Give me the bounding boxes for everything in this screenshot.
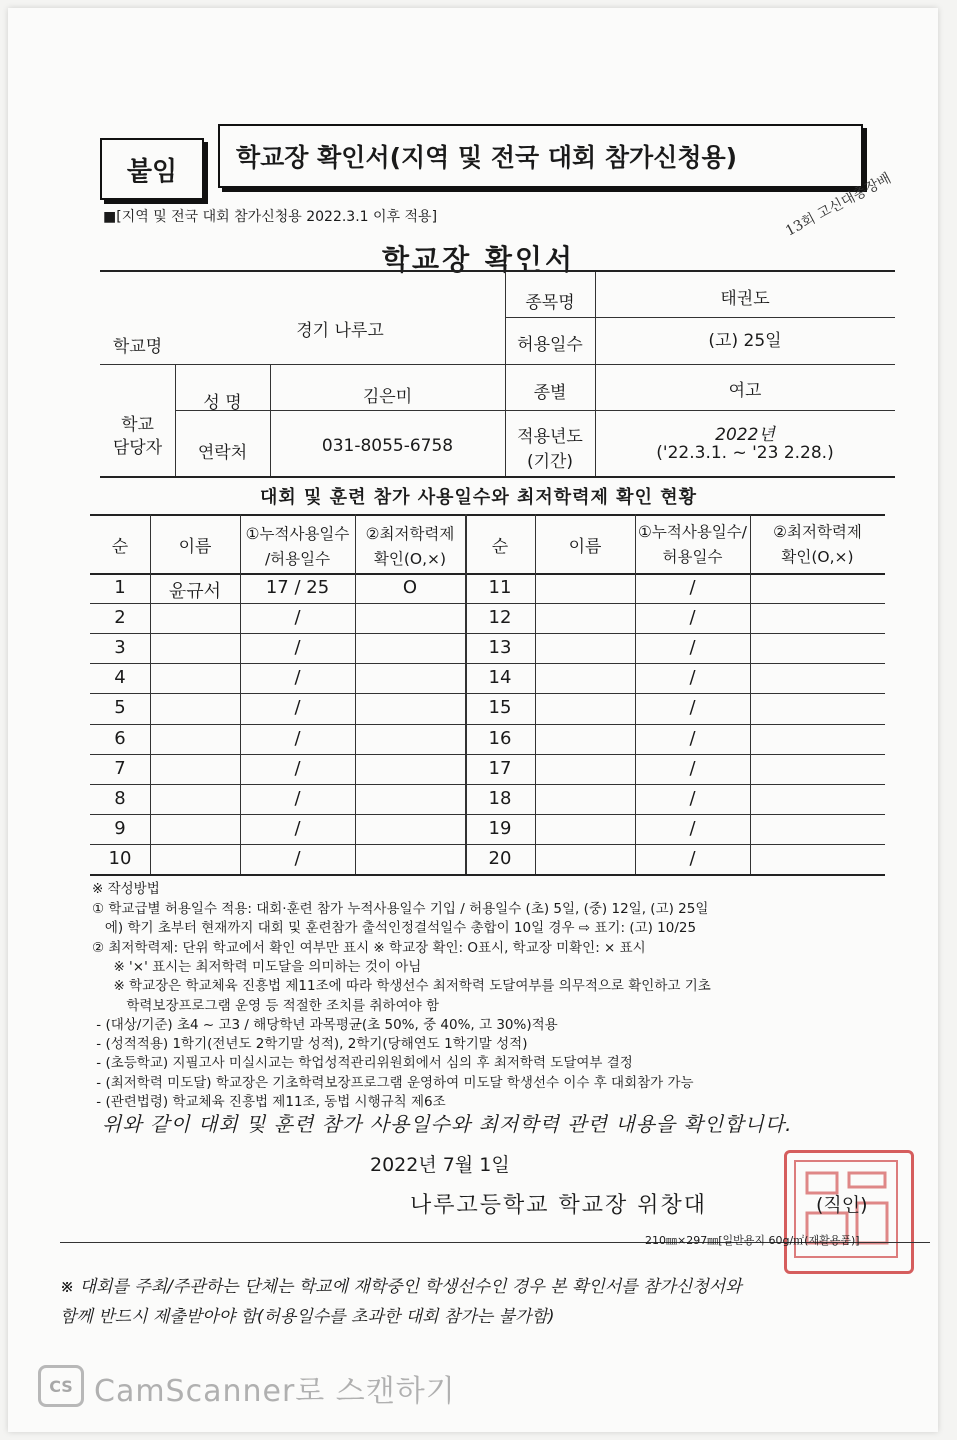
col-header-days-left-1: ①누적사용일수 <box>245 525 350 543</box>
col-header-no-left: 순 <box>111 537 129 557</box>
year-value-1: 2022년 <box>715 425 775 445</box>
row-days-left: / <box>294 787 301 809</box>
col-header-days-left-2: /허용일수 <box>264 550 331 568</box>
event-value: 태권도 <box>720 289 770 309</box>
row-number-right: 17 <box>488 757 512 779</box>
footnote-line-2: 함께 반드시 제출받아야 함(허용일수를 초과한 대회 참가는 불가함) <box>60 1307 555 1327</box>
instruction-line: - (대상/기준) 초4 ~ 고3 / 해당학년 과목평균(초 50%, 중 40%, 고 30%)적용 <box>92 1016 558 1033</box>
row-number-left: 1 <box>114 577 126 598</box>
seal-label: (직인) <box>816 1194 868 1216</box>
row-days-right: / <box>689 697 696 719</box>
footnote-line-1: ※ 대회를 주최/주관하는 단체는 학교에 재학중인 학생선수인 경우 본 확인서를 참가신청서와 <box>60 1277 742 1297</box>
row-number-right: 19 <box>488 817 512 839</box>
row-number-left: 7 <box>114 757 126 779</box>
instruction-line: ② 최저학력제: 단위 학교에서 확인 여부만 표시 ※ 학교장 확인: O표시, 학교장 미확인: × 표시 <box>92 939 646 956</box>
main-title: 학교장 확인서 <box>381 243 576 276</box>
camscanner-logo-icon: CS <box>38 1365 84 1407</box>
instruction-line: - (성적적용) 1학기(전년도 2학기말 성적), 2학기(당해연도 1학기말 성적) <box>92 1036 528 1053</box>
instruction-line: - (최저학력 미도달) 학교장은 기초학력보장프로그램 운영하여 미도달 학생선수 이수 후 대회참가 가능 <box>92 1074 694 1091</box>
instruction-line: - (초등학교) 지필고사 미실시교는 학업성적관리위원회에서 심의 후 최저학력 도달여부 결정 <box>92 1055 633 1072</box>
row-number-left: 3 <box>114 637 126 659</box>
col-header-days-right-2: 허용일수 <box>662 548 723 566</box>
row-number-left: 8 <box>114 787 126 809</box>
gender-value: 여고 <box>728 381 762 401</box>
event-label: 종목명 <box>525 293 575 313</box>
col-header-academic-right-1: ②최저학력제 <box>773 523 862 541</box>
row-number-left: 4 <box>114 667 126 689</box>
col-header-name-left: 이름 <box>178 537 212 557</box>
manager-label-1: 학교 <box>121 415 154 435</box>
row-name-left: 윤규서 <box>168 581 222 602</box>
row-number-left: 5 <box>114 697 126 719</box>
instruction-line: 에) 학기 초부터 현재까지 대회 및 훈련참가 출석인정결석일수 총합이 10일 경우 ⇨ 표기: (고) 10/25 <box>92 920 697 937</box>
document-title-box: 학교장 확인서(지역 및 전국 대회 참가신청용) <box>218 124 863 188</box>
instruction-line: ① 학교급별 허용일수 적용: 대회·훈련 참가 누적사용일수 기입 / 허용일수 (초) 5일, (중) 12일, (고) 25일 <box>92 901 709 917</box>
usage-table-top-border <box>90 514 885 516</box>
row-divider <box>90 663 885 664</box>
contact-value: 031-8055-6758 <box>321 436 454 456</box>
row-divider <box>90 844 885 845</box>
row-days-right: / <box>689 787 696 809</box>
col-header-days-right-1: ①누적사용일수/ <box>638 523 747 541</box>
row-days-left: / <box>294 817 301 839</box>
paper-spec: 210㎜×297㎜[일반용지 60g/㎡(재활용품)] <box>645 1234 860 1247</box>
row-days-right: / <box>689 727 696 749</box>
row-days-left: / <box>294 697 301 719</box>
row-check-left: O <box>402 577 418 598</box>
principal-signature-line: 나루고등학교 학교장 위창대 <box>410 1193 708 1218</box>
instructions-heading: ※ 작성방법 <box>92 881 160 897</box>
year-label-2: (기간) <box>526 452 574 472</box>
row-divider <box>90 724 885 725</box>
instruction-line: ※ 학교장은 학교체육 진흥법 제11조에 따라 학생선수 최저학력 도달여부를 의무적으로 확인하고 기초 <box>92 978 711 995</box>
col-header-name-right: 이름 <box>568 537 602 557</box>
row-days-left: / <box>294 637 301 659</box>
row-days-left: / <box>294 607 301 629</box>
row-days-right: / <box>689 667 696 689</box>
name-value: 김은미 <box>362 387 413 407</box>
info-bottom-border <box>100 476 895 478</box>
row-number-right: 16 <box>488 727 512 749</box>
row-number-right: 15 <box>488 697 512 719</box>
row-number-left: 10 <box>108 847 132 869</box>
col-header-no-right: 순 <box>491 537 509 557</box>
row-divider <box>90 814 885 815</box>
handwritten-note: 13회 고신대총장배 <box>783 170 894 240</box>
col-header-academic-right-2: 확인(O,×) <box>781 548 854 566</box>
footnote <box>60 1272 742 1332</box>
gender-label: 종별 <box>533 383 567 403</box>
instruction-line: 학력보장프로그램 운영 등 적절한 조치를 취하여야 함 <box>92 997 439 1014</box>
row-divider <box>90 754 885 755</box>
row-days-left: / <box>294 727 301 749</box>
row-number-right: 12 <box>488 607 512 629</box>
row-days-left: / <box>294 757 301 779</box>
year-label-1: 적용년도 <box>517 427 583 447</box>
row-number-right: 13 <box>488 637 512 659</box>
row-days-right: / <box>689 847 696 869</box>
row-number-right: 11 <box>488 577 512 598</box>
row-number-right: 18 <box>488 787 512 809</box>
document-date: 2022년 7월 1일 <box>370 1154 510 1176</box>
col-header-academic-left-2: 확인(O,×) <box>373 550 447 568</box>
row-number-left: 2 <box>114 607 126 629</box>
applicability-note: ■[지역 및 전국 대회 참가신청용 2022.3.1 이후 적용] <box>103 209 438 225</box>
row-days-right: / <box>689 577 696 598</box>
attachment-tag: 붙임 <box>100 138 204 200</box>
row-divider <box>90 633 885 634</box>
row-days-left: 17 / 25 <box>265 577 330 598</box>
manager-label-2: 담당자 <box>112 438 163 458</box>
instruction-line: ※ '×' 표시는 최저학력 미도달을 의미하는 것이 아님 <box>92 958 422 975</box>
instruction-line: - (관련법령) 학교체육 진흥법 제11조, 동법 시행규칙 제6조 <box>92 1094 446 1110</box>
allowed-days-value: (고) 25일 <box>708 331 782 351</box>
row-number-left: 6 <box>114 727 126 749</box>
row-number-right: 14 <box>488 667 512 689</box>
name-label: 성 명 <box>203 393 242 413</box>
row-divider <box>90 603 885 604</box>
usage-table-bottom-border <box>90 874 885 876</box>
row-days-right: / <box>689 757 696 779</box>
confirmation-statement: 위와 같이 대회 및 훈련 참가 사용일수와 최저학력 관련 내용을 확인합니다. <box>102 1112 793 1136</box>
school-value: 경기 나루고 <box>296 321 384 341</box>
row-number-right: 20 <box>488 847 512 869</box>
row-divider <box>90 693 885 694</box>
row-number-left: 9 <box>114 817 126 839</box>
row-days-left: / <box>294 847 301 869</box>
info-top-border <box>100 270 895 272</box>
col-header-academic-left-1: ②최저학력제 <box>365 525 455 543</box>
school-label: 학교명 <box>112 337 163 357</box>
year-value-2: ('22.3.1. ~ '23 2.28.) <box>656 443 834 463</box>
row-divider <box>90 784 885 785</box>
contact-label: 연락처 <box>197 443 248 463</box>
section-title: 대회 및 훈련 참가 사용일수와 최저학력제 확인 현황 <box>259 487 697 508</box>
row-days-right: / <box>689 817 696 839</box>
row-days-right: / <box>689 637 696 659</box>
allowed-days-label: 허용일수 <box>517 335 583 355</box>
row-days-left: / <box>294 667 301 689</box>
camscanner-watermark: CamScanner로 스캔하기 <box>94 1374 456 1409</box>
row-days-right: / <box>689 607 696 629</box>
